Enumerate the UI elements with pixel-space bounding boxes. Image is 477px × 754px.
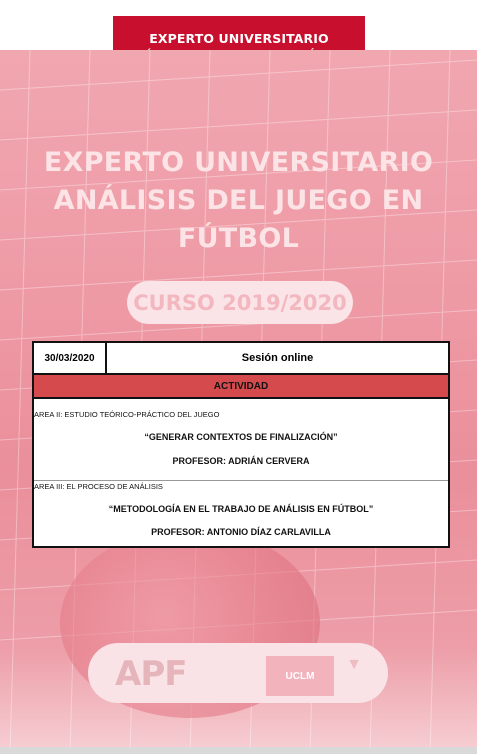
area-label: AREA II: ESTUDIO TEÓRICO-PRÁCTICO DEL JUEGO xyxy=(34,410,220,419)
poster-title xyxy=(0,144,477,258)
activity-header: ACTIVIDAD xyxy=(34,375,448,399)
course-pill: CURSO 2019/2020 xyxy=(127,281,353,324)
apf-logo: APF xyxy=(115,654,187,694)
activity-professor: PROFESOR: ADRIÁN CERVERA xyxy=(172,456,310,466)
shield-icon: ▼ xyxy=(346,656,362,673)
session-title: Sesión online xyxy=(241,352,314,364)
bottom-strip xyxy=(0,747,477,754)
header-line-1: EXPERTO UNIVERSITARIO xyxy=(149,30,329,46)
activity-topic: “METODOLOGÍA EN EL TRABAJO DE ANÁLISIS EN FÚTBOL” xyxy=(108,504,374,514)
row-divider xyxy=(34,480,448,481)
activity-topic: “GENERAR CONTEXTOS DE FINALIZACIÓN” xyxy=(144,432,338,442)
session-date: 30/03/2020 xyxy=(34,343,107,373)
schedule-table xyxy=(32,341,450,548)
poster-title-line-1: EXPERTO UNIVERSITARIO xyxy=(43,147,434,178)
poster-title-line-2: ANÁLISIS DEL JUEGO EN FÚTBOL xyxy=(53,185,424,254)
uclm-logo: UCLM xyxy=(266,656,334,696)
area-label: AREA III: EL PROCESO DE ANÁLISIS xyxy=(34,482,163,491)
activity-professor: PROFESOR: ANTONIO DÍAZ CARLAVILLA xyxy=(151,527,331,537)
session-row xyxy=(34,343,448,375)
